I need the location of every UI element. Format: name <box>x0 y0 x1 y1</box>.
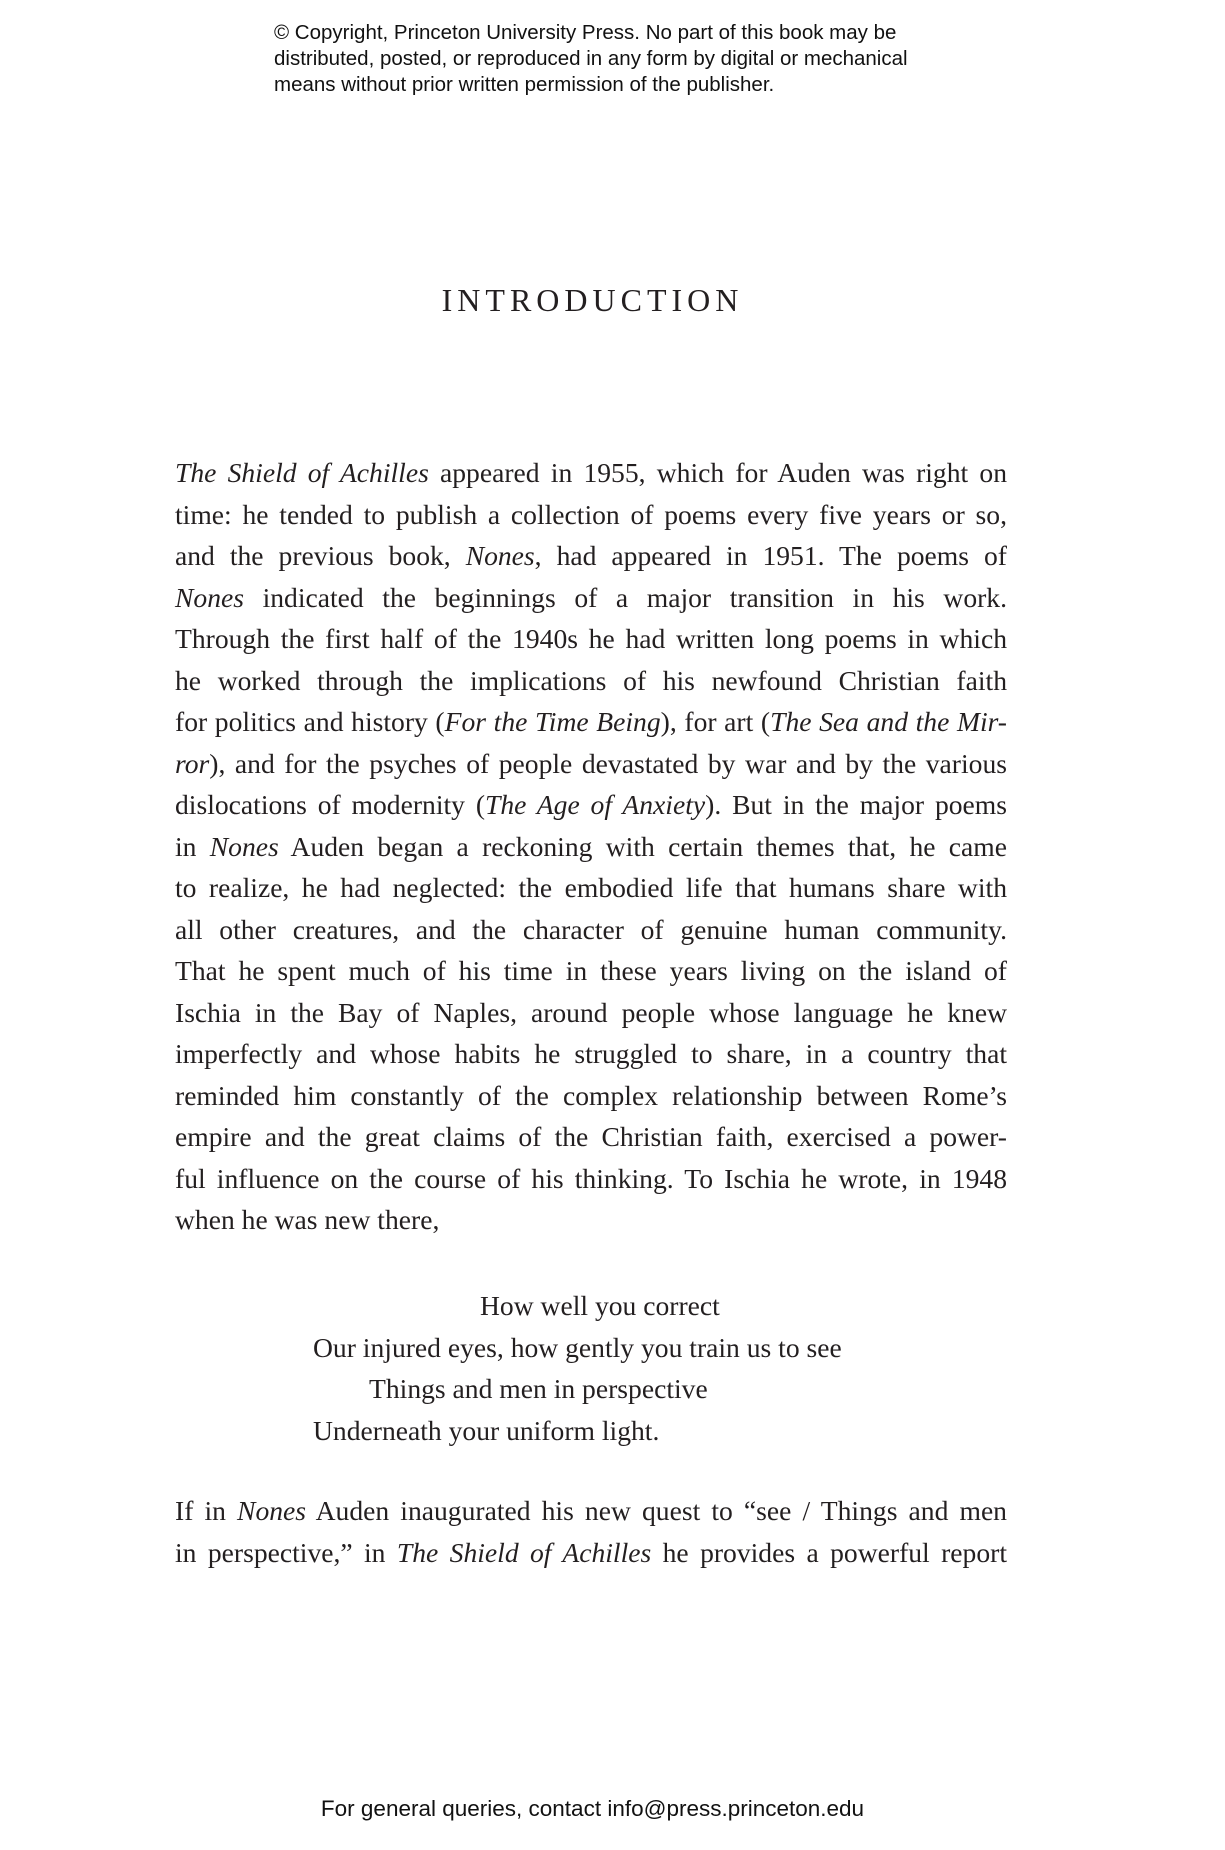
text-line: Ischia in the Bay of Naples, around people whose language he knew <box>175 996 1007 1028</box>
poem-line: Things and men in perspective <box>369 1373 708 1404</box>
copyright-line: distributed, posted, or reproduced in any form by digital or mechanical <box>274 47 908 70</box>
text-line: Nones indicated the beginnings of a major transition in his work. <box>175 581 1007 613</box>
chapter-title: INTRODUCTION <box>441 282 744 318</box>
poem-line: Our injured eyes, how gently you train us to see <box>313 1331 842 1363</box>
text-line: all other creatures, and the character of genuine human community. <box>175 913 1007 945</box>
text-line: when he was new there, <box>175 1204 440 1235</box>
text-line: imperfectly and whose habits he struggled to share, in a country that <box>175 1038 1007 1069</box>
copyright-line: © Copyright, Princeton University Press. No part of this book may be <box>274 21 897 44</box>
body-paragraph-2 <box>175 1490 1007 1573</box>
copyright-notice <box>274 20 1034 98</box>
text-line: ror), and for the psyches of people devastated by war and by the various <box>175 747 1007 779</box>
poem-line: How well you correct <box>480 1290 720 1321</box>
text-line: to realize, he had neglected: the embodied life that humans share with <box>175 872 1007 903</box>
footer-contact: For general queries, contact info@press.princeton.edu <box>320 1796 865 1821</box>
text-line: in perspective,” in The Shield of Achilles he provides a powerful report <box>175 1536 1007 1568</box>
text-line: time: he tended to publish a collection of poems every five years or so, <box>175 498 1007 530</box>
text-line: and the previous book, Nones, had appeared in 1951. The poems of <box>175 540 1007 571</box>
text-line: That he spent much of his time in these years living on the island of <box>175 955 1007 986</box>
text-line: The Shield of Achilles appeared in 1955, which for Auden was right on <box>175 457 1007 488</box>
text-line: empire and the great claims of the Christian faith, exercised a power- <box>175 1121 1007 1152</box>
text-line: If in Nones Auden inaugurated his new quest to “see / Things and men <box>175 1495 1007 1526</box>
text-line: ful influence on the course of his thinking. To Ischia he wrote, in 1948 <box>175 1162 1007 1194</box>
text-line: in Nones Auden began a reckoning with certain themes that, he came <box>175 830 1007 862</box>
text-line: for politics and history (For the Time Being), for art (The Sea and the Mir- <box>175 706 1007 737</box>
poem-line: Underneath your uniform light. <box>313 1414 660 1446</box>
text-line: reminded him constantly of the complex relationship between Rome’s <box>175 1079 1007 1111</box>
copyright-line: means without prior written permission of the publisher. <box>274 73 775 96</box>
text-line: dislocations of modernity (The Age of Anxiety). But in the major poems <box>175 789 1007 820</box>
text-line: Through the first half of the 1940s he had written long poems in which <box>175 623 1007 654</box>
body-paragraph-1 <box>175 452 1007 1241</box>
text-line: he worked through the implications of his newfound Christian faith <box>175 664 1007 696</box>
